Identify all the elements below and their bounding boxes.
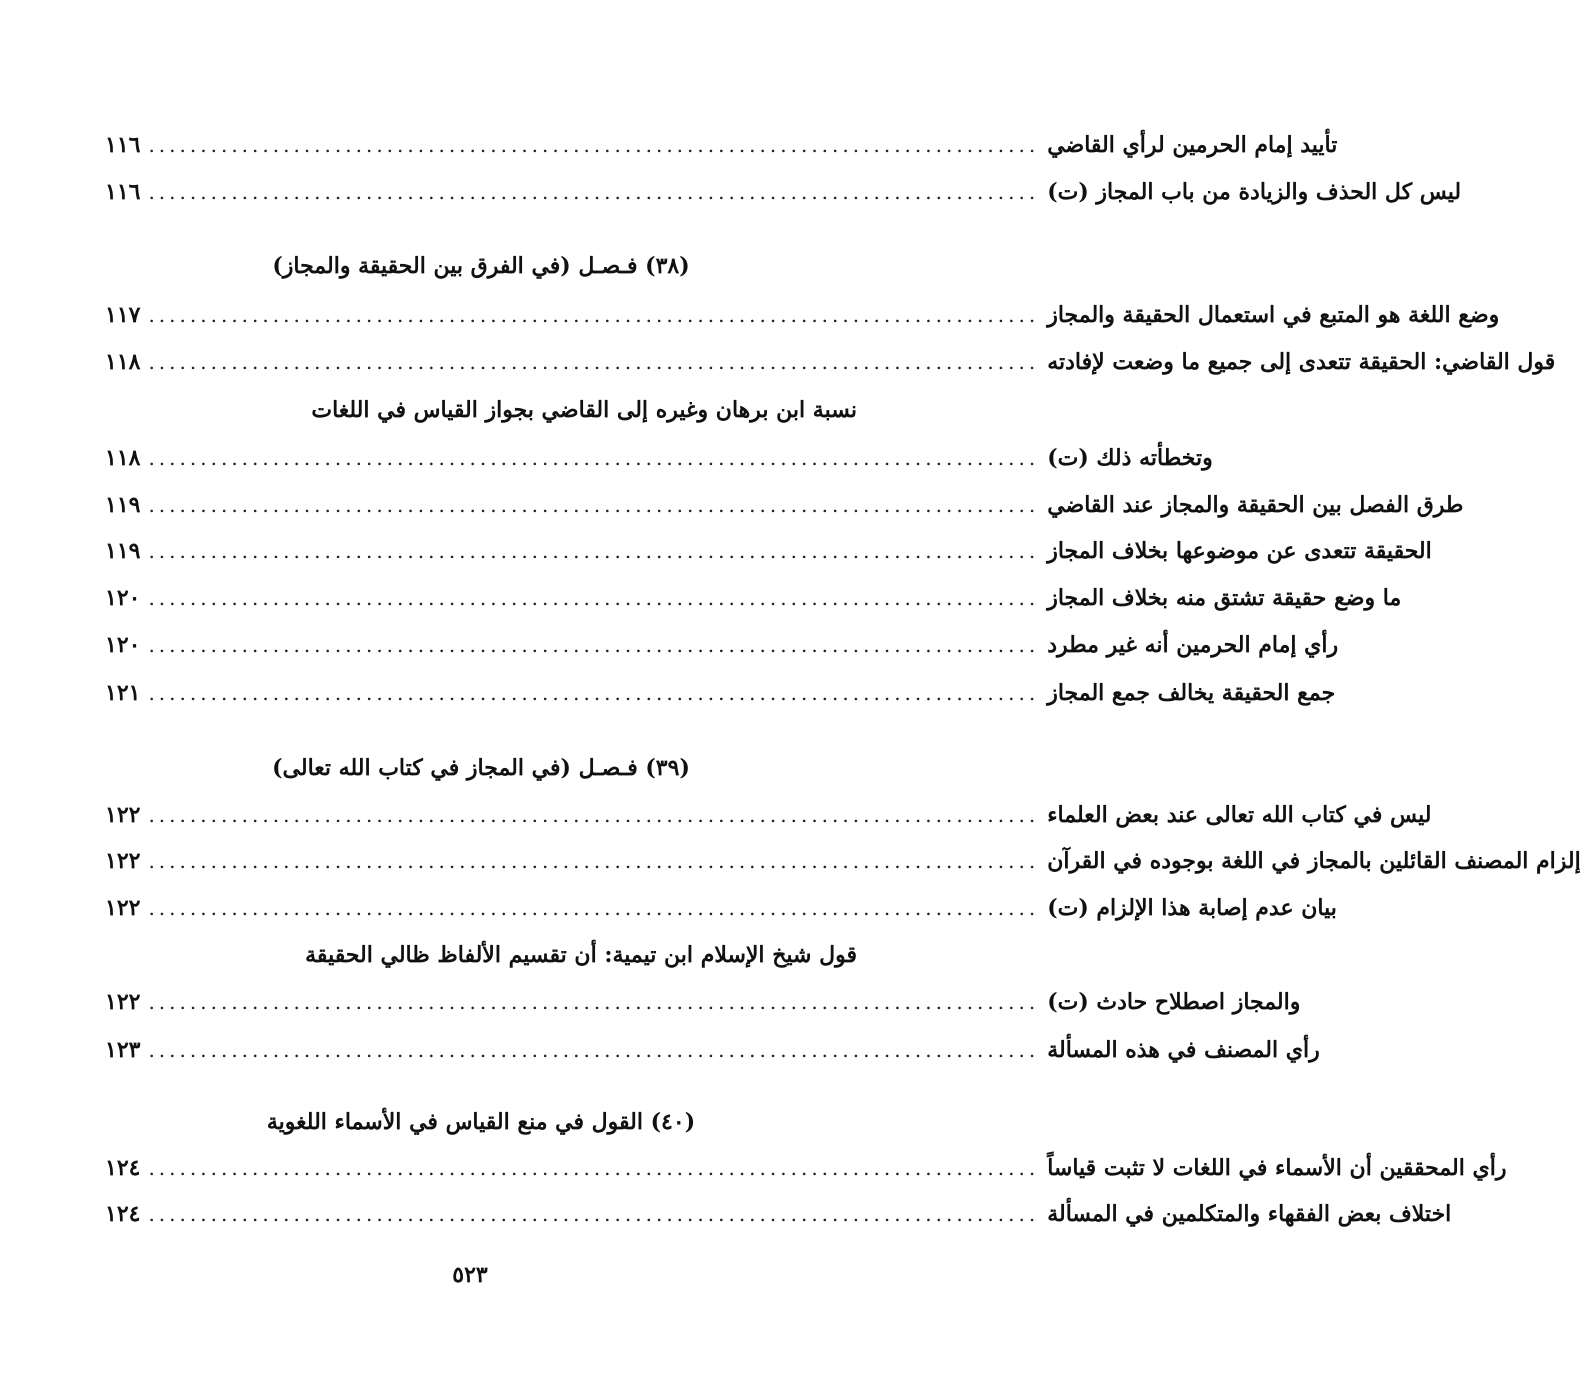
section-heading: (٣٩) فـصـل (في المجاز في كتاب الله تعالى) [272,755,690,781]
toc-entry-text: إلزام المصنف القائلين بالمجاز في اللغة بوجوده في القرآن [1047,848,1581,874]
dot-leader: ...................................................................................... [148,180,1040,204]
toc-entry [105,795,1432,835]
section-heading: (٤٠) القول في منع القياس في الأسماء اللغوية [266,1109,696,1135]
toc-page-number: ١٢٢ [105,895,141,921]
toc-entry-text: اختلاف بعض الفقهاء والمتكلمين في المسألة [1047,1201,1452,1227]
toc-page-number: ١٢٤ [105,1155,141,1181]
toc-page-number: ١١٨ [105,349,141,375]
toc-entry [105,1148,1507,1188]
dot-leader: ...................................................................................... [148,849,1040,873]
dot-leader: ...................................................................................... [148,539,1040,563]
toc-entry [105,888,1337,928]
toc-page-number: ١٢٢ [105,989,141,1015]
toc-entry [105,438,1213,478]
toc-entry-text: رأي إمام الحرمين أنه غير مطرد [1047,632,1339,658]
dot-leader: ...................................................................................... [148,1156,1040,1180]
dot-leader: ...................................................................................... [148,133,1040,157]
toc-page-number: ١٢٢ [105,848,141,874]
toc-page-number: ١١٩ [105,538,141,564]
dot-leader: ...................................................................................... [148,1202,1040,1226]
toc-entry [105,485,1464,525]
toc-page-number: ١١٨ [105,445,141,471]
toc-entry [105,295,1500,335]
dot-leader: ...................................................................................... [148,303,1040,327]
toc-entry-text: بيان عدم إصابة هذا الإلزام (ت) [1047,895,1337,921]
toc-entry-text: ما وضع حقيقة تشتق منه بخلاف المجاز [1047,585,1402,611]
dot-leader: ...................................................................................... [148,350,1040,374]
toc-entry-text: ليس كل الحذف والزيادة من باب المجاز (ت) [1047,179,1462,205]
dot-leader: ...................................................................................... [148,990,1040,1014]
toc-page-number: ١١٦ [105,132,141,158]
toc-entry-text: ليس في كتاب الله تعالى عند بعض العلماء [1047,802,1432,828]
toc-entry-text: نسبة ابن برهان وغيره إلى القاضي بجواز القياس في اللغات [311,397,857,423]
toc-entry-text: رأي المحققين أن الأسماء في اللغات لا تثبت قياساً [1047,1155,1507,1181]
toc-entry [105,531,1432,571]
toc-entry [105,625,1339,665]
toc-page-number: ١٢٠ [105,585,141,611]
dot-leader: ...................................................................................... [148,681,1040,705]
toc-entry-text: قول شيخ الإسلام ابن تيمية: أن تقسيم الألفاظ ظالي الحقيقة [305,942,857,968]
toc-entry-text: الحقيقة تتعدى عن موضوعها بخلاف المجاز [1047,538,1432,564]
toc-entry-text: وضع اللغة هو المتبع في استعمال الحقيقة والمجاز [1047,302,1500,328]
toc-entry-text: رأي المصنف في هذه المسألة [1047,1037,1320,1063]
toc-entry [105,841,1581,881]
toc-entry-text: وتخطأته ذلك (ت) [1047,445,1213,471]
dot-leader: ...................................................................................... [148,1038,1040,1062]
toc-entry-text: والمجاز اصطلاح حادث (ت) [1047,989,1301,1015]
toc-page-number: ١١٧ [105,302,141,328]
dot-leader: ...................................................................................... [148,586,1040,610]
toc-entry [105,342,1556,382]
toc-page-number: ١١٦ [105,179,141,205]
toc-page-number: ١٢١ [105,680,141,706]
toc-page-number: ١٢٤ [105,1201,141,1227]
toc-page-number: ١١٩ [105,492,141,518]
toc-entry-text: تأييد إمام الحرمين لرأي القاضي [1047,132,1338,158]
dot-leader: ...................................................................................... [148,803,1040,827]
toc-page-number: ١٢٠ [105,632,141,658]
toc-entry [105,172,1462,212]
toc-entry [105,1030,1320,1070]
toc-entry [105,578,1402,618]
toc-entry [105,125,1338,165]
section-heading: (٣٨) فـصـل (في الفرق بين الحقيقة والمجاز) [272,253,690,279]
toc-page-number: ١٢٢ [105,802,141,828]
toc-entry [105,982,1301,1022]
toc-entry-text: جمع الحقيقة يخالف جمع المجاز [1047,680,1336,706]
page-number: ٥٢٣ [452,1262,488,1288]
toc-entry-text: طرق الفصل بين الحقيقة والمجاز عند القاضي [1047,492,1464,518]
dot-leader: ...................................................................................... [148,446,1040,470]
toc-entry-text: قول القاضي: الحقيقة تتعدى إلى جميع ما وضعت لإفادته [1047,349,1556,375]
toc-page-number: ١٢٣ [105,1037,141,1063]
dot-leader: ...................................................................................... [148,633,1040,657]
toc-entry [105,673,1336,713]
dot-leader: ...................................................................................... [148,493,1040,517]
dot-leader: ...................................................................................... [148,896,1040,920]
toc-entry [105,1194,1452,1234]
